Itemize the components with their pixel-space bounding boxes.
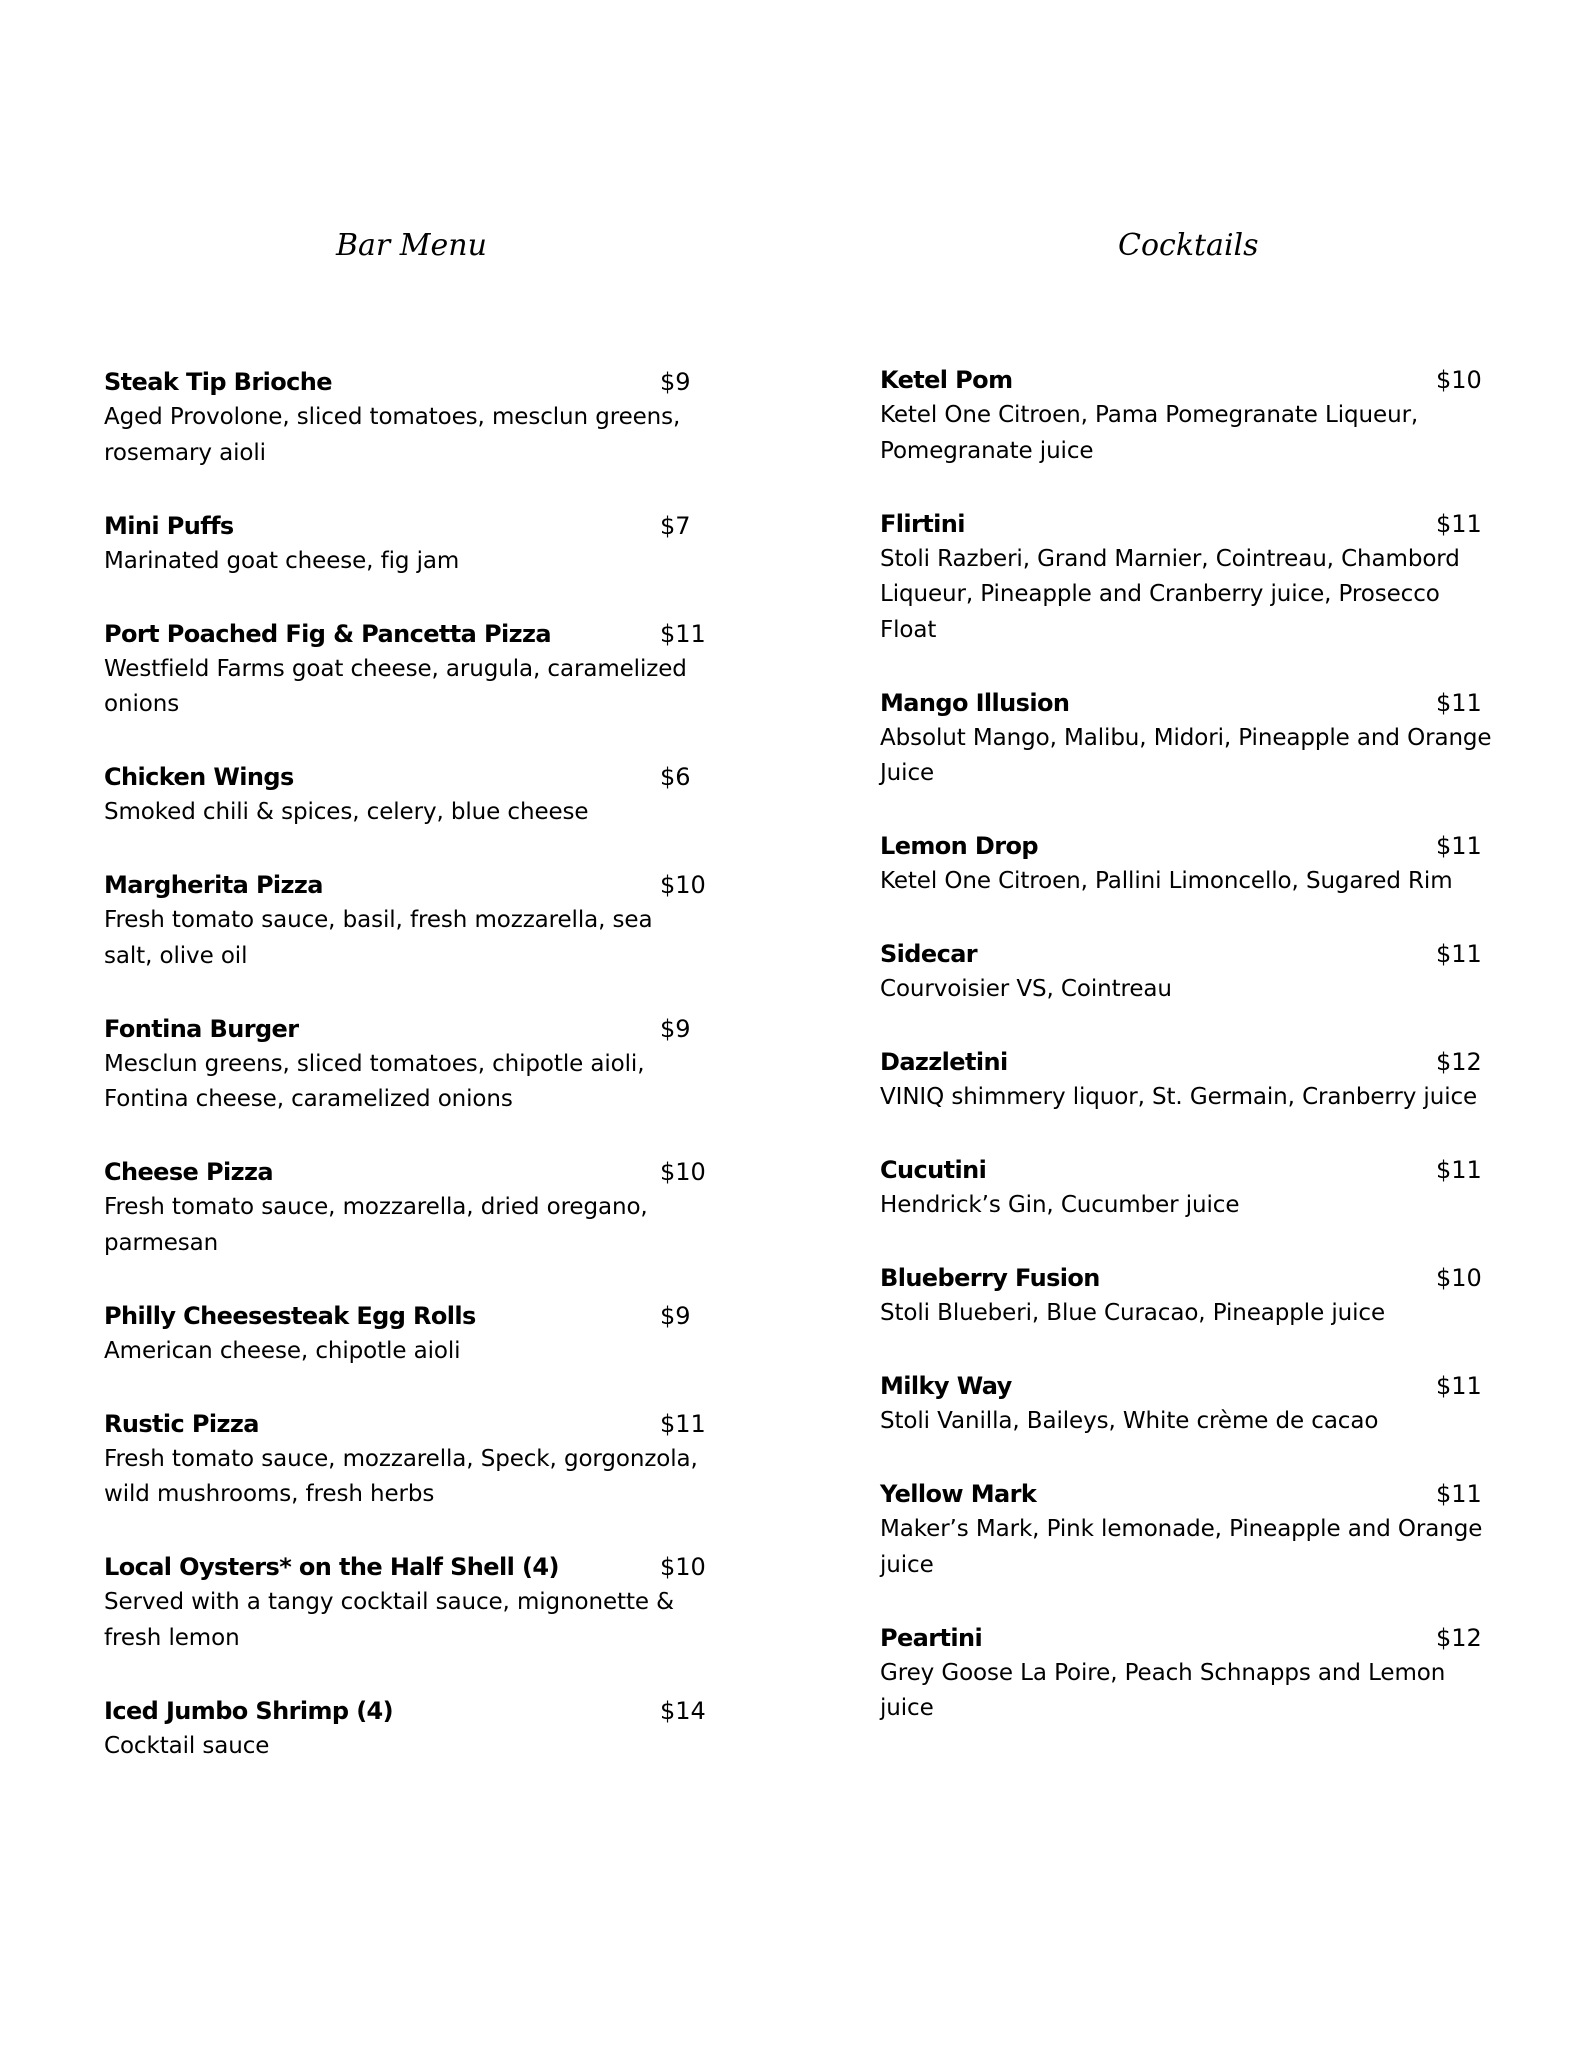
cocktail-item	[880, 1152, 1480, 1224]
item-description: Cocktail sauce	[104, 1732, 270, 1759]
bar-menu-item	[104, 1549, 724, 1656]
cocktail-item	[880, 1260, 1480, 1332]
item-name: Chicken Wings	[104, 763, 294, 791]
item-price: $9	[660, 1301, 691, 1330]
item-price: $11	[1436, 688, 1482, 717]
item-description: Fresh tomato sauce, mozzarella, Speck, gorgonzola, wild mushrooms, fresh herbs	[104, 1445, 698, 1507]
item-description: Served with a tangy cocktail sauce, mignonette & fresh lemon	[104, 1589, 674, 1651]
item-description: Grey Goose La Poire, Peach Schnapps and Lemon juice	[880, 1659, 1446, 1721]
item-price: $14	[660, 1696, 706, 1725]
item-name: Local Oysters* on the Half Shell (4)	[104, 1553, 559, 1581]
item-name: Blueberry Fusion	[880, 1264, 1100, 1292]
item-header	[104, 1011, 724, 1047]
item-price: $11	[660, 619, 706, 648]
bar-menu-item	[104, 1011, 724, 1118]
item-price: $11	[1436, 509, 1482, 538]
item-description: Absolut Mango, Malibu, Midori, Pineapple and Orange Juice	[880, 724, 1492, 786]
cocktail-item	[880, 1620, 1480, 1727]
item-header	[880, 1260, 1480, 1296]
item-header	[104, 364, 724, 400]
item-name: Port Poached Fig & Pancetta Pizza	[104, 619, 551, 648]
item-price: $10	[660, 1158, 706, 1186]
item-description: Stoli Vanilla, Baileys, White crème de cacao	[880, 1408, 1379, 1434]
item-header	[104, 1549, 724, 1585]
bar-menu-item	[104, 1298, 724, 1370]
item-description: Westfield Farms goat cheese, arugula, caramelized onions	[104, 655, 687, 717]
item-name: Mini Puffs	[104, 511, 234, 540]
item-name: Lemon Drop	[880, 832, 1038, 860]
item-description: Maker’s Mark, Pink lemonade, Pineapple and Orange juice	[880, 1516, 1483, 1578]
item-header	[880, 1044, 1480, 1080]
item-header	[104, 1154, 724, 1190]
cocktail-item	[880, 828, 1480, 900]
item-header	[104, 616, 724, 652]
bar-menu-item	[104, 759, 724, 831]
item-header	[880, 1152, 1480, 1188]
cocktail-item	[880, 1044, 1480, 1116]
item-header	[880, 828, 1480, 864]
item-description: Stoli Razberi, Grand Marnier, Cointreau, Chambord Liqueur, Pineapple and Cranberry juice, Prosecco Float	[880, 545, 1460, 643]
item-price: $12	[1436, 1048, 1482, 1076]
bar-menu-item	[104, 364, 724, 471]
item-price: $9	[660, 368, 691, 396]
item-price: $9	[660, 1014, 691, 1043]
item-name: Philly Cheesesteak Egg Rolls	[104, 1301, 476, 1330]
item-description: Stoli Blueberi, Blue Curacao, Pineapple juice	[880, 1300, 1386, 1326]
bar-menu-item	[104, 1693, 724, 1765]
item-description: Smoked chili & spices, celery, blue cheese	[104, 799, 589, 825]
item-description: Ketel One Citroen, Pama Pomegranate Liqueur, Pomegranate juice	[880, 402, 1419, 464]
cocktail-item	[880, 685, 1492, 792]
item-price: $10	[660, 1553, 706, 1581]
item-header	[880, 936, 1480, 972]
item-price: $10	[1436, 1264, 1482, 1292]
item-header	[880, 1476, 1480, 1512]
item-price: $11	[1436, 1480, 1482, 1508]
item-header	[880, 685, 1480, 721]
cocktail-item	[880, 1368, 1480, 1440]
item-price: $10	[1436, 366, 1482, 394]
item-name: Fontina Burger	[104, 1014, 299, 1043]
bar-menu-title: Bar Menu	[336, 228, 487, 263]
cocktail-item	[880, 936, 1480, 1008]
item-price: $10	[660, 871, 706, 899]
item-header	[104, 1406, 724, 1442]
item-name: Flirtini	[880, 509, 965, 538]
item-header	[880, 506, 1480, 542]
cocktails-list	[880, 362, 1492, 1763]
item-price: $12	[1436, 1623, 1482, 1652]
cocktail-item	[880, 362, 1480, 469]
bar-menu-item	[104, 1154, 724, 1261]
item-name: Ketel Pom	[880, 366, 1013, 394]
item-price: $6	[660, 763, 691, 791]
item-header	[880, 1620, 1480, 1656]
item-description: Marinated goat cheese, fig jam	[104, 547, 460, 574]
item-description: Fresh tomato sauce, basil, fresh mozzarella, sea salt, olive oil	[104, 907, 653, 969]
bar-menu-item	[104, 616, 724, 723]
item-header	[880, 362, 1480, 398]
item-price: $11	[660, 1409, 706, 1438]
item-description: Ketel One Citroen, Pallini Limoncello, Sugared Rim	[880, 868, 1453, 894]
item-name: Sidecar	[880, 940, 978, 968]
cocktails-title: Cocktails	[1118, 228, 1259, 263]
item-name: Peartini	[880, 1623, 983, 1652]
bar-menu-item	[104, 1406, 724, 1513]
item-price: $11	[1436, 940, 1482, 968]
item-header	[104, 759, 724, 795]
item-price: $7	[660, 511, 691, 540]
bar-menu-item	[104, 508, 724, 580]
item-name: Cucutini	[880, 1156, 987, 1184]
item-description: VINIQ shimmery liquor, St. Germain, Cranberry juice	[880, 1084, 1478, 1110]
item-header	[104, 867, 724, 903]
item-header	[104, 1693, 724, 1729]
item-description: Courvoisier VS, Cointreau	[880, 976, 1172, 1002]
item-description: Hendrick’s Gin, Cucumber juice	[880, 1192, 1240, 1218]
item-description: Fresh tomato sauce, mozzarella, dried oregano, parmesan	[104, 1194, 648, 1256]
item-description: Mesclun greens, sliced tomatoes, chipotle aioli, Fontina cheese, caramelized onions	[104, 1050, 645, 1112]
item-name: Cheese Pizza	[104, 1158, 273, 1186]
item-description: Aged Provolone, sliced tomatoes, mesclun greens, rosemary aioli	[104, 404, 681, 466]
item-name: Mango Illusion	[880, 688, 1070, 717]
item-description: American cheese, chipotle aioli	[104, 1337, 461, 1364]
item-price: $11	[1436, 832, 1482, 860]
item-name: Margherita Pizza	[104, 871, 323, 899]
item-header	[880, 1368, 1480, 1404]
bar-menu-item	[104, 867, 724, 974]
item-name: Iced Jumbo Shrimp (4)	[104, 1696, 394, 1725]
item-name: Rustic Pizza	[104, 1409, 259, 1438]
item-header	[104, 1298, 724, 1334]
item-price: $11	[1436, 1156, 1482, 1184]
item-header	[104, 508, 724, 544]
cocktail-item	[880, 506, 1480, 649]
item-name: Steak Tip Brioche	[104, 368, 332, 396]
item-price: $11	[1436, 1372, 1482, 1400]
item-name: Yellow Mark	[880, 1480, 1037, 1508]
cocktail-item	[880, 1476, 1483, 1583]
item-name: Milky Way	[880, 1372, 1012, 1400]
bar-menu-list	[104, 364, 724, 1801]
item-name: Dazzletini	[880, 1048, 1008, 1076]
